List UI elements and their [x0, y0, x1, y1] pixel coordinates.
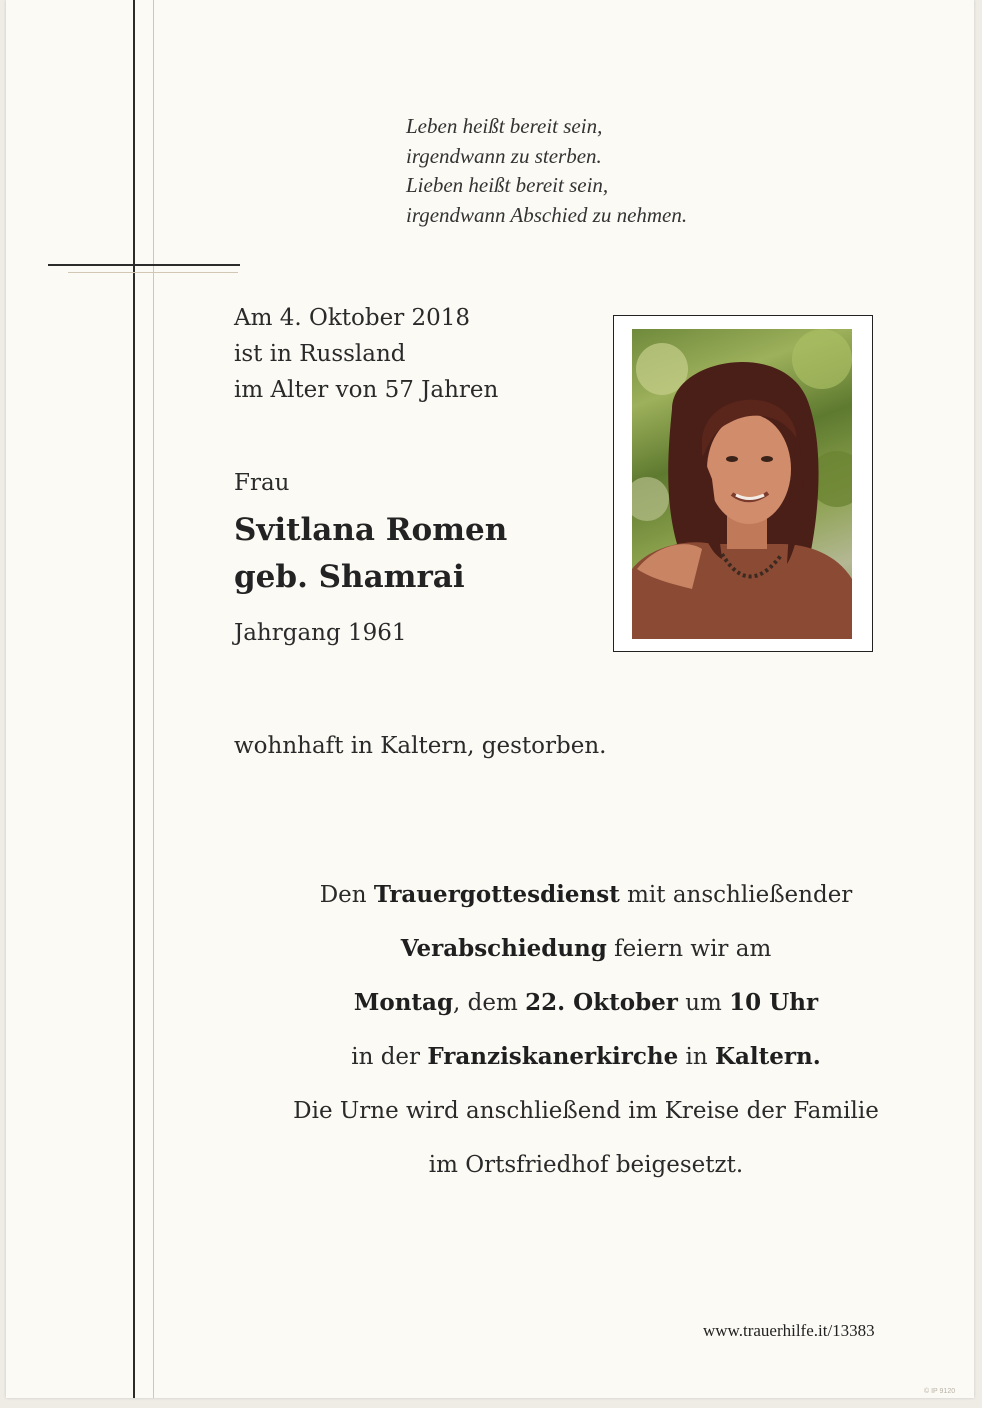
cross-vertical-shadow-line	[153, 0, 154, 1398]
intro-line: im Alter von 57 Jahren	[234, 377, 499, 403]
cross-vertical-line	[133, 0, 135, 1398]
service-text: , dem	[453, 990, 526, 1016]
service-highlight: 22. Oktober	[525, 989, 678, 1016]
service-line	[236, 868, 936, 922]
print-mark: © IP 9120	[924, 1388, 956, 1395]
service-text: feiern wir am	[606, 936, 772, 962]
birth-year: Jahrgang 1961	[234, 620, 407, 646]
service-line: im Ortsfriedhof beigesetzt.	[428, 1152, 744, 1178]
funeral-service-text	[236, 868, 936, 1192]
poem	[406, 112, 687, 230]
service-line	[236, 976, 936, 1030]
poem-line: Leben heißt bereit sein,	[406, 114, 603, 138]
deceased-name-block	[234, 507, 507, 601]
service-line: Die Urne wird anschließend im Kreise der Familie	[293, 1098, 879, 1124]
poem-line: irgendwann Abschied zu nehmen.	[406, 202, 688, 227]
portrait-frame	[613, 315, 873, 652]
service-text: mit anschließender	[619, 882, 853, 908]
service-highlight: Verabschiedung	[400, 935, 607, 962]
service-line	[236, 1030, 936, 1084]
memorial-url: www.trauerhilfe.it/13383	[703, 1321, 875, 1340]
poem-line: Lieben heißt bereit sein,	[406, 173, 609, 197]
service-text: Den	[319, 882, 374, 908]
poem-line: irgendwann zu sterben.	[406, 143, 602, 168]
deceased-name: Svitlana Romen	[234, 512, 508, 548]
death-notice-intro	[234, 300, 498, 408]
intro-line: Am 4. Oktober 2018	[234, 305, 471, 331]
cross-horizontal-shadow-line	[68, 272, 238, 273]
service-highlight: Trauergottesdienst	[373, 881, 620, 908]
service-text: um	[677, 990, 730, 1016]
service-highlight: Kaltern.	[715, 1043, 821, 1070]
service-text: in der	[351, 1044, 428, 1070]
deceased-maiden-name: geb. Shamrai	[234, 559, 465, 595]
portrait-photo	[632, 329, 852, 639]
service-text: in	[678, 1044, 716, 1070]
deceased-title: Frau	[234, 470, 290, 496]
cross-horizontal-line	[48, 264, 240, 266]
service-highlight: Montag	[353, 989, 454, 1016]
service-highlight: 10 Uhr	[729, 989, 819, 1016]
intro-line: ist in Russland	[234, 341, 406, 367]
obituary-card	[6, 0, 974, 1398]
residence-line: wohnhaft in Kaltern, gestorben.	[234, 733, 607, 759]
service-line	[236, 922, 936, 976]
service-highlight: Franziskanerkirche	[427, 1043, 679, 1070]
portrait-illustration	[632, 329, 852, 639]
